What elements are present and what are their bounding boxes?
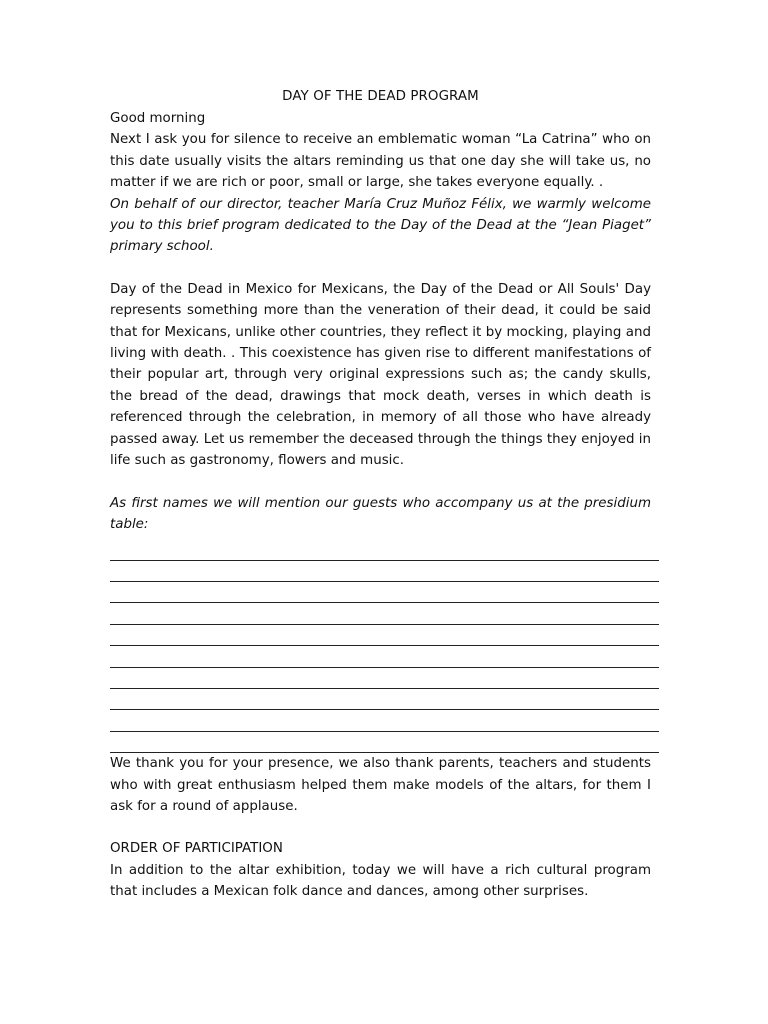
blank-line	[110, 539, 659, 560]
order-heading: ORDER OF PARTICIPATION	[110, 841, 283, 857]
guest-name-blank-lines	[110, 539, 651, 753]
paragraph-spacer	[110, 817, 651, 838]
blank-line	[110, 582, 659, 603]
thanks-paragraph: We thank you for your presence, we also thank parents, teachers and students who with great enthusiasm helped them make models of the altars, for them I ask for a round of applause.	[110, 756, 651, 815]
body-paragraph: Day of the Dead in Mexico for Mexicans, the Day of the Dead or All Souls' Day represents something more than the veneration of their dead, it could be said that for Mexicans, unlike other countries, they reflect it by mocking, playing and living with death. . This coexistence has given rise to different manifestations of their popular art, through very original expressions such as; the candy skulls, the bread of the dead, drawings that mock death, verses in which death is referenced through the celebration, in memory of all those who have already passed away. Let us remember the deceased through the things they enjoyed in life such as gastronomy, flowers and music.	[110, 281, 651, 469]
paragraph-spacer	[110, 472, 651, 493]
blank-line	[110, 646, 659, 667]
blank-line	[110, 561, 659, 582]
blank-line	[110, 668, 659, 689]
greeting-line: Good morning	[110, 111, 206, 126]
blank-line	[110, 625, 659, 646]
document-title: DAY OF THE DEAD PROGRAM	[282, 89, 479, 104]
blank-line	[110, 603, 659, 624]
blank-line	[110, 732, 659, 753]
order-paragraph: In addition to the altar exhibition, today we will have a rich cultural program that includes a Mexican folk dance and dances, among other surprises.	[110, 862, 651, 900]
welcome-paragraph: On behalf of our director, teacher María Cruz Muñoz Félix, we warmly welcome you to this brief program dedicated to the Day of the Dead at the “Jean Piaget” primary school.	[110, 196, 651, 255]
blank-line	[110, 689, 659, 710]
paragraph-spacer	[110, 258, 651, 279]
intro-paragraph: Next I ask you for silence to receive an emblematic woman “La Catrina” who on this date usually visits the altars reminding us that one day she will take us, no matter if we are rich or poor, small or large, she takes everyone equally. .	[110, 132, 651, 191]
guests-intro-paragraph: As first names we will mention our guests who accompany us at the presidium table:	[110, 495, 651, 532]
blank-line	[110, 710, 659, 731]
